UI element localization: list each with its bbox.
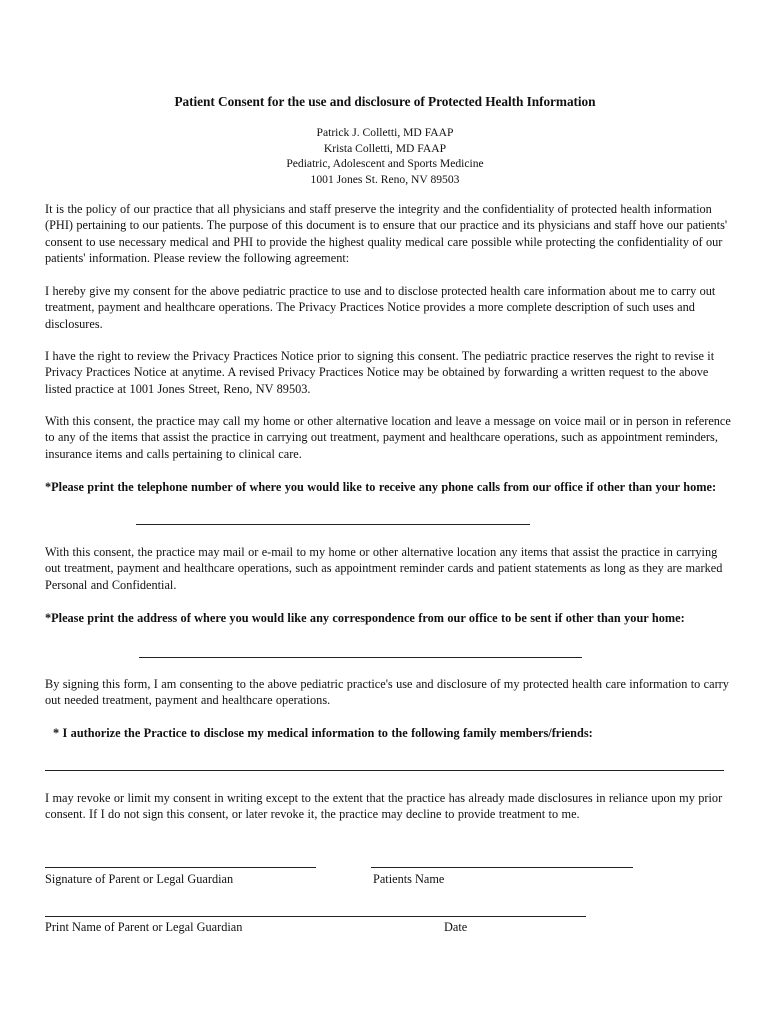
signing-paragraph: By signing this form, I am consenting to the above pediatric practice's use and disclosure of my protected health care information to carry out needed treatment, payment and healthcare operations. [45,677,729,708]
address-prompt: *Please print the address of where you would like any correspondence from our office to be sent if other than your home: [45,611,685,625]
parent-signature-label: Signature of Parent or Legal Guardian [45,872,234,886]
mail-consent-paragraph: With this consent, the practice may mail or e-mail to my home or other alternative location any items that assist the practice in carrying out treatment, payment and healthcare operations, such as appointment reminder cards and patient statements as long as they are marked Personal and Confidential. [45,545,723,592]
patient-name-label: Patients Name [373,872,445,886]
physician-name-2: Krista Colletti, MD FAAP [323,141,447,155]
practice-specialty: Pediatric, Adolescent and Sports Medicine [286,157,484,170]
print-name-date-line[interactable] [45,916,586,917]
physician-name-1: Patrick J. Colletti, MD FAAP [316,126,454,139]
practice-address: 1001 Jones St. Reno, NV 89503 [310,172,460,186]
phone-number-prompt: *Please print the telephone number of where you would like to receive any phone calls from our office if other than your home: [45,480,717,494]
address-blank[interactable] [139,657,582,658]
document-title: Patient Consent for the use and disclosure of Protected Health Information [174,94,596,109]
consent-paragraph: I hereby give my consent for the above pediatric practice to use and to disclose protected health care information about me to carry out treatment, payment and healthcare operations. The Privacy Practices Notice provides a more complete description of such uses and disclosures. [45,284,716,331]
practice-header [0,125,770,187]
date-label: Date [444,920,468,934]
revoke-paragraph: I may revoke or limit my consent in writing except to the extent that the practice has already made disclosures in reliance upon my prior consent. If I do not sign this consent, or later revoke it, the practice may decline to provide treatment to me. [45,791,723,822]
print-name-label: Print Name of Parent or Legal Guardian [45,920,243,934]
patient-name-line[interactable] [371,867,633,868]
phone-consent-paragraph: With this consent, the practice may call my home or other alternative location and leave a message on voice mail or in person in reference to any of the items that assist the practice in carrying out treatment, payment and healthcare operations, such as appointment reminders, insurance items and calls pertaining to clinical care. [45,414,731,461]
review-paragraph: I have the right to review the Privacy Practices Notice prior to signing this consent. The pediatric practice reserves the right to revise it Privacy Practices Notice at anytime. A revised Privacy Practices Notice may be obtained by forwarding a written request to the above listed practice at 1001 Jones Street, Reno, NV 89503. [45,349,715,396]
parent-signature-line[interactable] [45,867,316,868]
policy-paragraph: It is the policy of our practice that all physicians and staff preserve the integrity and the confidentiality of protected health information (PHI) pertaining to our patients. The purpose of this document is to ensure that our practice and its physicians and staff hove our patients' consent to use necessary medical and PHI to provide the highest quality medical care possible while protecting the confidentiality of our patients' information. Please review the following agreement: [45,202,728,266]
phone-number-blank[interactable] [136,524,530,525]
authorize-prompt: * I authorize the Practice to disclose my medical information to the following family members/friends: [53,726,593,740]
family-members-blank[interactable] [45,770,724,771]
